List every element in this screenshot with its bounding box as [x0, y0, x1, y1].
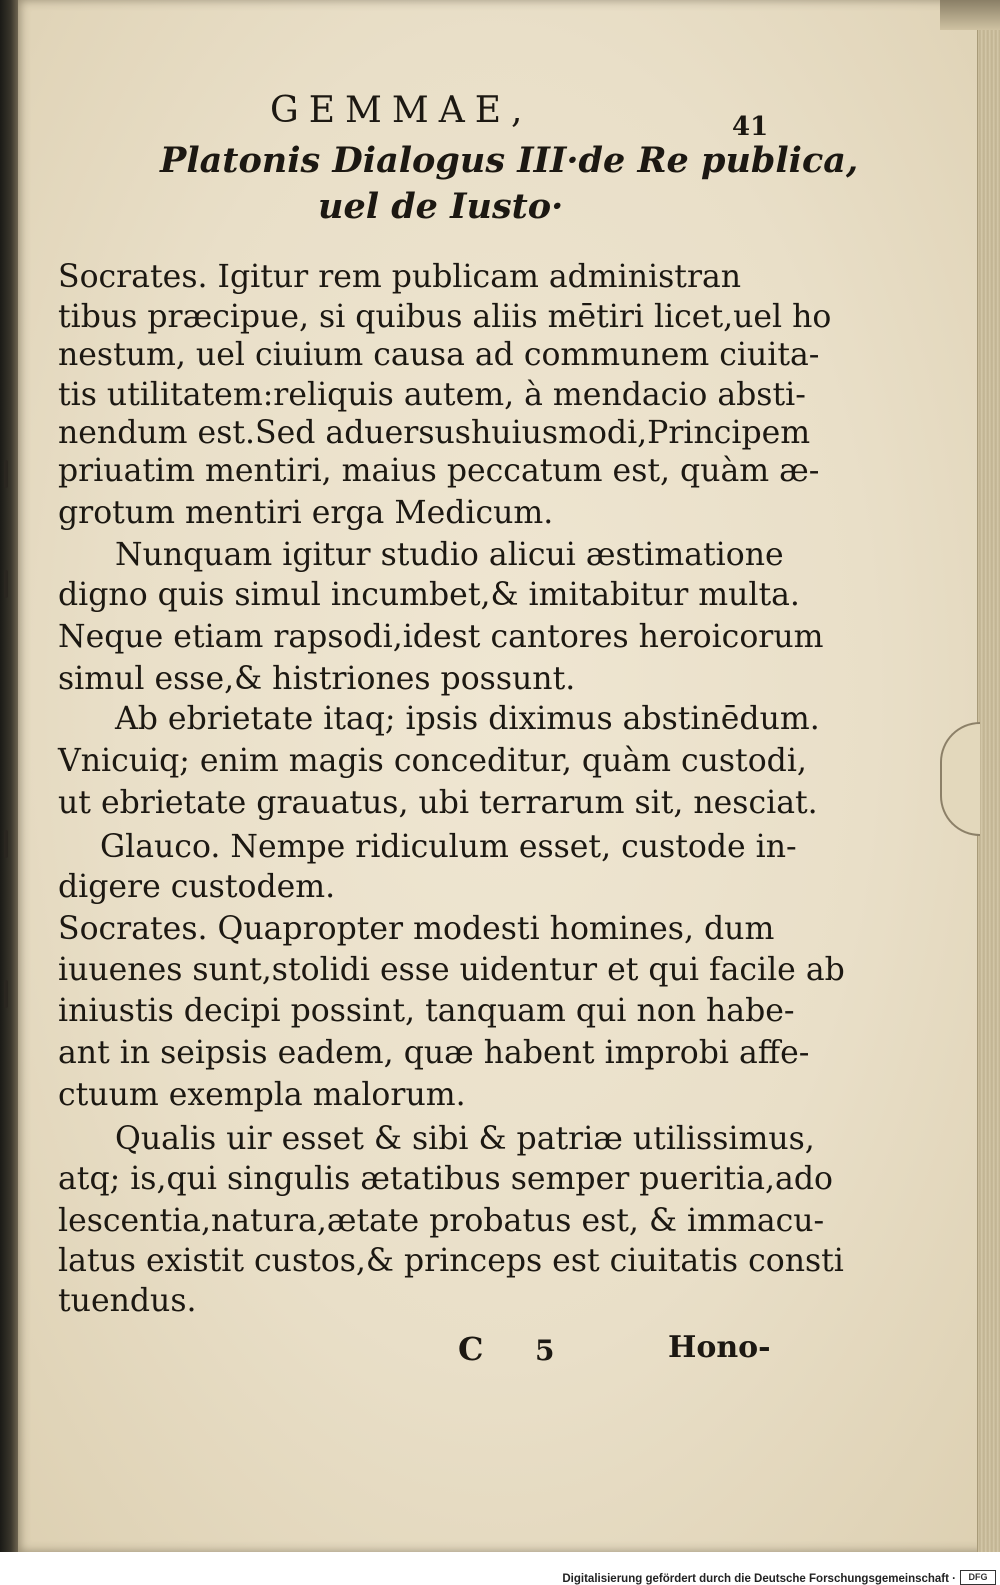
dfg-logo: DFG: [960, 1570, 996, 1585]
body-line: ut ebrietate grauatus, ubi terrarum sit, nesciat.: [58, 785, 818, 821]
body-line: simul esse,& histriones possunt.: [58, 661, 576, 697]
signature-number: 5: [535, 1334, 555, 1367]
body-line: ctuum exempla malorum.: [58, 1077, 466, 1113]
funding-credit: Digitalisierung gefördert durch die Deutsche Forschungsgemeinschaft ·: [562, 1573, 956, 1585]
body-line: Socrates. Igitur rem publicam administran: [58, 259, 742, 295]
body-line: lescentia,natura,ætate probatus est, & immacu-: [58, 1203, 825, 1239]
body-line: Ab ebrietate itaq; ipsis diximus abstinēdum.: [115, 701, 820, 737]
body-line: digere custodem.: [58, 869, 336, 905]
body-line: atq; is,qui singulis ætatibus semper pueritia,ado: [58, 1161, 833, 1197]
body-line: grotum mentiri erga Medicum.: [58, 495, 554, 531]
body-line: Socrates. Quapropter modesti homines, dum: [58, 911, 775, 947]
body-line: digno quis simul incumbet,& imitabitur multa.: [58, 577, 800, 613]
running-head: GEMMAE,: [270, 90, 533, 131]
catchword: Hono-: [668, 1330, 771, 1365]
body-line: Qualis uir esset & sibi & patriæ utilissimus,: [115, 1121, 815, 1157]
body-line: latus existit custos,& princeps est ciuitatis consti: [58, 1243, 844, 1279]
body-line: tibus præcipue, si quibus aliis mētiri licet,uel ho: [58, 299, 832, 335]
body-line: Glauco. Nempe ridiculum esset, custode in-: [100, 829, 797, 865]
body-line: priuatim mentiri, maius peccatum est, quàm æ-: [58, 453, 820, 489]
body-line: nestum, uel ciuium causa ad communem ciuita-: [58, 337, 820, 373]
body-line: ant in seipsis eadem, quæ habent improbi affe-: [58, 1035, 810, 1071]
body-line: Vnicuiq; enim magis conceditur, quàm custodi,: [58, 743, 807, 779]
body-line: tis utilitatem:reliquis autem, à mendacio absti-: [58, 377, 806, 413]
body-line: Nunquam igitur studio alicui æstimatione: [115, 537, 784, 573]
body-line: nendum est.Sed aduersushuiusmodi,Principem: [58, 415, 811, 451]
page-stack-top: [940, 0, 1000, 30]
binding-marks: [4, 440, 10, 1040]
body-line: iniustis decipi possint, tanquam qui non habe-: [58, 993, 795, 1029]
section-title-line-2: uel de Iusto·: [318, 186, 564, 227]
signature-mark: C: [458, 1330, 484, 1368]
body-line: iuuenes sunt,stolidi esse uidentur et qui facile ab: [58, 952, 845, 988]
body-line: Neque etiam rapsodi,idest cantores heroicorum: [58, 619, 824, 655]
section-title-line-1: Platonis Dialogus III·de Re publica,: [160, 140, 859, 181]
page-stack-edge: [977, 0, 1000, 1552]
folio-number: 41: [732, 112, 769, 142]
body-line: tuendus.: [58, 1283, 197, 1319]
